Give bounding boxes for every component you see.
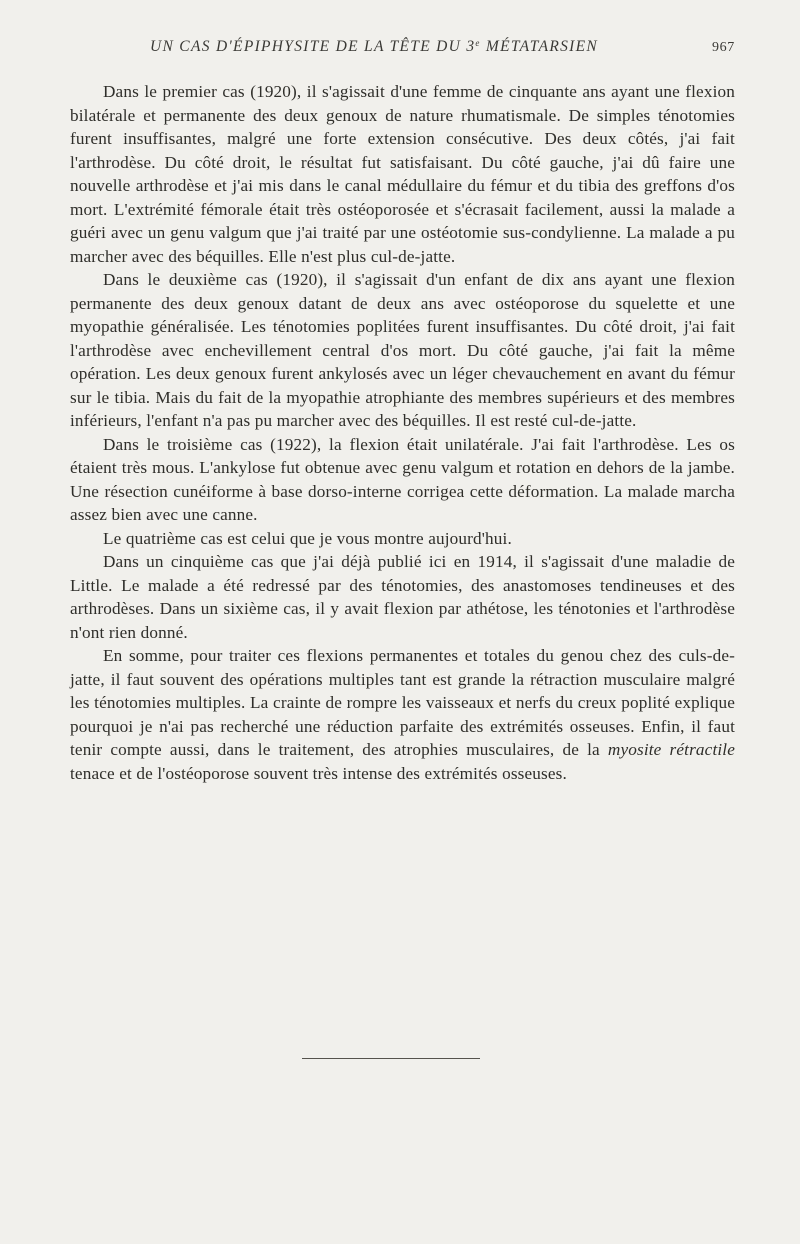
paragraph-fifth-sixth-case: Dans un cinquième cas que j'ai déjà publié ici en 1914, il s'agissait d'une maladie de Little. Le malade a été redressé par des ténotomies, des anastomoses tendineuses et des arthrodèses. Dans un sixième cas, il y avait flexion par athétose, les ténotonies et l'arthrodèse n'ont rien donné.: [70, 552, 735, 642]
end-rule: [302, 1058, 480, 1059]
paragraph-conclusion: [70, 644, 735, 785]
running-title: [150, 38, 598, 56]
conclusion-italic-term: myosite rétractile: [607, 740, 735, 759]
running-title-prefix: UN CAS D'ÉPIPHYSITE DE LA TÊTE DU 3: [150, 38, 476, 55]
paragraph-second-case: Dans le deuxième cas (1920), il s'agissait d'un enfant de dix ans ayant une flexion permanente des deux genoux datant de deux ans avec ostéoporose du squelette et une myopathie généralisée. Les ténotomies poplitées furent insuffisantes. Du côté droit, j'ai fait l'arthrodèse avec enchevillement central d'os mort. Du côté gauche, j'ai fait la même opération. Les deux genoux furent ankylosés avec un léger chevauchement en avant du fémur sur le tibia. Mais du fait de la myopathie atrophiante des membres supérieurs et des membres inférieurs, l'enfant n'a pas pu marcher avec des béquilles. Il est resté cul-de-jatte.: [70, 270, 735, 430]
conclusion-text-start: En somme, pour traiter ces flexions permanentes et totales du genou chez des culs-de-jatte, il faut souvent des opérations multiples tant est grande la rétraction musculaire malgré les ténotomies multiples. La crainte de rompre les vaisseaux et nerfs du creux poplité explique pourquoi je n'ai pas recherché une réduction parfaite des extrémités osseuses. Enfin, il faut tenir compte aussi, dans le traitement, des atrophies musculaires, de la: [70, 646, 735, 759]
running-head: [0, 38, 800, 62]
paragraph-fourth-case: Le quatrième cas est celui que je vous montre aujourd'hui.: [103, 528, 512, 548]
page-number: 967: [712, 40, 735, 55]
conclusion-text-end: tenace et de l'ostéoporose souvent très intense des extrémités osseuses.: [70, 763, 567, 783]
paragraph-third-case: Dans le troisième cas (1922), la flexion était unilatérale. J'ai fait l'arthrodèse. Les os étaient très mous. L'ankylose fut obtenue avec genu valgum et rotation en dehors de la jambe. Une résection cunéiforme à base dorso-interne corrigea cette déformation. La malade marcha assez bien avec une canne.: [70, 434, 735, 524]
running-title-superscript: e: [475, 38, 481, 48]
article-body: [70, 80, 735, 785]
paragraph-first-case: Dans le premier cas (1920), il s'agissait d'une femme de cinquante ans ayant une flexion bilatérale et permanente des deux genoux de nature rhumatismale. De simples ténotomies furent insuffisantes, malgré une forte extension consécutive. Des deux côtés, j'ai fait l'arthrodèse. Du côté droit, le résultat fut satisfaisant. Du côté gauche, j'ai dû faire une nouvelle arthrodèse et j'ai mis dans le canal médullaire du fémur et du tibia des greffons d'os mort. L'extrémité fémorale était très ostéoporosée et s'écrasait facilement, aussi la malade a guéri avec un genu valgum que j'ai traité par une ostéotomie sus-condylienne. La malade a pu marcher avec des béquilles. Elle n'est plus cul-de-jatte.: [70, 82, 735, 266]
running-title-suffix: MÉTATARSIEN: [480, 38, 599, 55]
